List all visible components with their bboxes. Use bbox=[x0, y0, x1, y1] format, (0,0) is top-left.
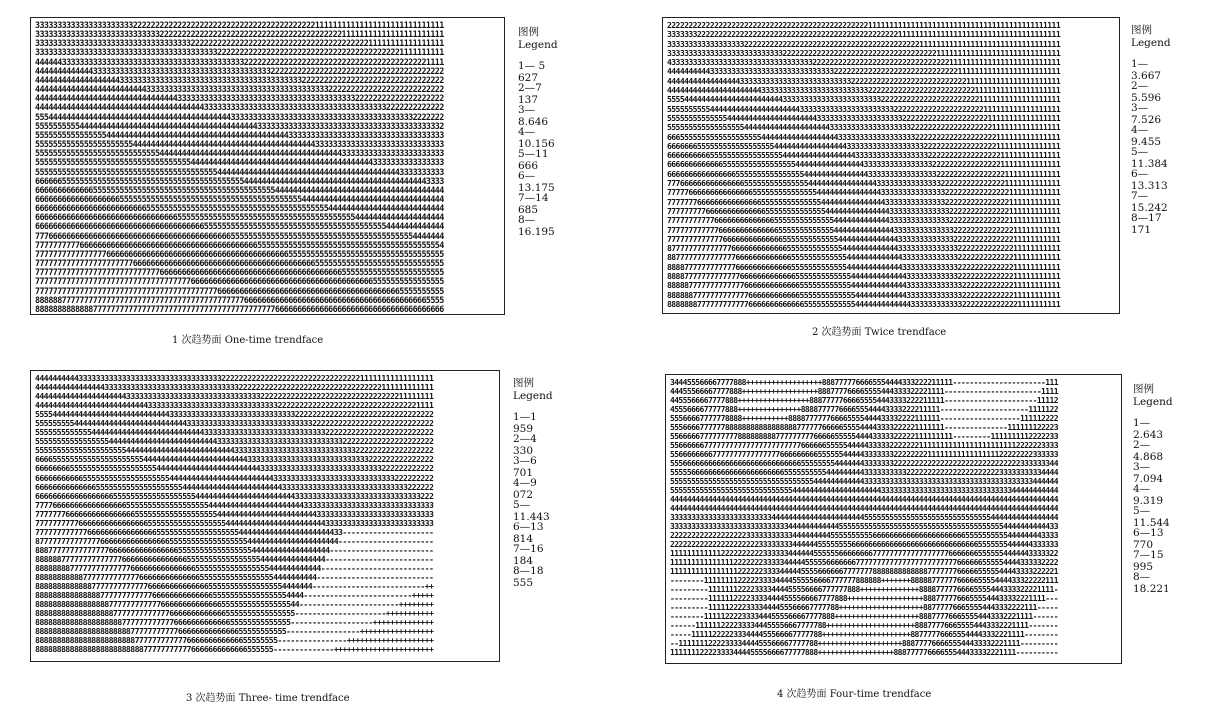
legend-item: 8—16.195 bbox=[518, 214, 555, 238]
trendface-map-4 bbox=[665, 374, 1122, 664]
legend-items bbox=[1133, 417, 1173, 593]
legend-2 bbox=[1131, 22, 1171, 234]
legend-item: 4—9.455 bbox=[1131, 124, 1162, 148]
map-grid-3: 44444444443333333333333333333333333333333332222222222222222222222222222222211111111111111111 44444444444444443333333333333333333333333333333222222222222222222222222222222222111111111111 44444444444444444444433333333333333333333333333333332222222222222222222222222222222211111111 44444444444444444444444444333333333333333333333333333333222222222222222222222222222222221111 55554444444444444444444444444443333333333333333333333333333322222222222222222222222222222222 55555555544444444444444444444444444333333333333333333333333333332222222222222222222222222222 55555555555554444444444444444444444444433333333333333333333333333332222222222222222222222222 55555555555555555444444444444444444444444433333333333333333333333333333222222222222222222222 55555555555555555555544444444444444444444444443333333333333333333333333333222222222222222222 66665555555555555555555554444444444444444444444443333333333333333333333333333222222222222222 66666666555555555555555555554444444444444444444444443333333333333333333333333333222222222222 66666666666555555555555555555554444444444444444444444443333333333333333333333333333222222222 66666666666666555555555555555555554444444444444444444444433333333333333333333333333333222222 66666666666666666655555555555555555554444444444444444444444433333333333333333333333333333222 77776666666666666666655555555555555555554444444444444444444444333333333333333333333333333333 77777776666666666666666555555555555555555544444444444444444444444333333333333333333333333333 77777777776666666666666666555555555555555555444444444444444444444443333333333333333333333333 77777777777766666666666666665555555555555555555444444444444444444444433--------------------- 8777777777777776666666666666666555555555555555555444444444444444444444---------------------- 88877777777777777666666666666666655555555555555555444444444444444444------------------------ 8888887777777777777766666666666666655555555555555555444444444444444------------------------- 888888887777777777777766666666666666655555555555555555444444444444-------------------------- 88888888888777777777777766666666666666555555555555555554444444444--------------------------- 8888888888888777777777777766666666666666555555555555555554444444--------------------------++ 88888888888888877777777777766666666666666555555555555555554444-------------------------+++++ 8888888888888888877777777777766666666666666555555555555555544-----------------------++++++++ 888888888888888888777777777777766666666666665555555555555555---------------------+++++++++++ 88888888888888888888777777777777666666666666655555555555555-------------------++++++++++++++ 8888888888888888888888777777777776666666666666655555555555-----------------+++++++++++++++++ 88888888888888888888888777777777777666666666666655555555----------------++++++++++++++++++++ 8888888888888888888888888777777777776666666666666555555--------------+++++++++++++++++++++++ bbox=[35, 373, 434, 655]
legend-item: 8—18.221 bbox=[1133, 571, 1170, 595]
legend-item: 1—3.667 bbox=[1131, 58, 1162, 82]
legend-item: 5—11.443 bbox=[513, 499, 550, 523]
legend-item: 3—6 701 bbox=[513, 455, 537, 479]
legend-items bbox=[1131, 58, 1171, 234]
legend-item: 2—4.868 bbox=[1133, 439, 1164, 463]
legend-item: 4—9.319 bbox=[1133, 483, 1164, 507]
legend-item: 8—18 555 bbox=[513, 565, 544, 589]
legend-item: 3—8.646 bbox=[518, 104, 549, 128]
legend-item: 2—5.596 bbox=[1131, 80, 1162, 104]
legend-item: 6—13 770 bbox=[1133, 527, 1164, 551]
legend-item: 5—11.384 bbox=[1131, 146, 1168, 170]
caption-3: 3 次趋势面 Three- time trendface bbox=[186, 693, 350, 704]
legend-item: 1—2.643 bbox=[1133, 417, 1164, 441]
caption-1: 1 次趋势面 One-time trendface bbox=[172, 335, 324, 346]
caption-2: 2 次趋势面 Twice trendface bbox=[812, 327, 947, 338]
legend-title: 图例 Legend bbox=[518, 26, 558, 51]
legend-item: 7—16 184 bbox=[513, 543, 544, 567]
map-grid-2: 22222222222222222222222222222222222222222222222111111111111111111111111111111111111111111111 33333332222222222222222222222222222222222222222222222211111111111111111111111111111111111111 33333333333333333322222222222222222222222222222222222222222111111111111111111111111111111111 33333333333333333333333333322222222222222222222222222222222222211111111111111111111111111111 43333333333333333333333333333333332222222222222222222222222222222211111111111111111111111111 44444444443333333333333333333333333333322222222222222222222222222222111111111111111111111111 44444444444444444333333333333333333333333332222222222222222222222222221111111111111111111111 44444444444444444444443333333333333333333333333222222222222222222222222211111111111111111111 55554444444444444444444444433333333333333333333333222222222222222222222221111111111111111111 55555555554444444444444444444443333333333333333333333222222222222222222222111111111111111111 55555555555555444444444444444444444333333333333333333332222222222222222222211111111111111111 55555555555555555544444444444444444444333333333333333333322222222222222222221111111111111111 66655555555555555555554444444444444444443333333333333333332222222222222222222111111111111111 66666665555555555555555554444444444444444433333333333333333322222222222222222111111111111111 66666666665555555555555555544444444444444444333333333333333332222222222222222211111111111111 66666666666665555555555555555544444444444444443333333333333333222222222222222211111111111111 66666666666666665555555555555555444444444444444333333333333333322222222222222221111111111111 77766666666666666655555555555555544444444444444443333333333333332222222222222221111111111111 77777666666666666666555555555555555444444444444444333333333333333222222222222222111111111111 77777776666666666666665555555555555544444444444444433333333333333222222222222222111111111111 77777777766666666666666555555555555554444444444444443333333333333322222222222222111111111111 77777777777666666666666665555555555555544444444444443333333333333322222222222222111111111111 77777777777766666666666666555555555555544444444444444333333333333332222222222222211111111111 77777777777776666666666666655555555555554444444444444433333333333332222222222222211111111111 87777777777777766666666666665555555555555444444444444433333333333333222222222222211111111111 88777777777777776666666666666555555555555544444444444443333333333333222222222222211111111111 88887777777777776666666666666555555555555544444444444443333333333333222222222222211111111111 88887777777777777666666666666655555555555554444444444444333333333333222222222222211111111111 88888777777777777766666666666665555555555554444444444444333333333333322222222222211111111111 88888877777777777776666666666665555555555555444444444444333333333333322222222222211111111111 88888887777777777776666666666666555555555555444444444444433333333333322222222222221111111111 bbox=[667, 20, 1061, 309]
legend-item: 2—7 137 bbox=[518, 82, 542, 106]
trendface-map-1 bbox=[30, 17, 505, 315]
map-grid-1: 33333333333333333333332222222222222222222222222222222222222222211111111111111111111111111111 33333333333333333333333333332222222222222222222222222222222222222222211111111111111111111111 33333333333333333333333333333333333222222222222222222222222222222222222222211111111111111111 33333333333333333333333333333333333333333222222222222222222222222222222222222222221111111111 44444433333333333333333333333333333333333333333222222222222222222222222222222222222222221111 44444444444443333333333333333333333333333333333333333222222222222222222222222222222222222222 44444444444444444443333333333333333333333333333333333333333322222222222222222222222222222222 44444444444444444444444443333333333333333333333333333333333333333322222222222222222222222222 44444444444444444444444444444444333333333333333333333333333333333333333322222222222222222222 44444444444444444444444444444444444444333333333333333333333333333333333333333332222222222222 55544444444444444444444444444444444444444444333333333333333333333333333333333333333332222222 55555555554444444444444444444444444444444444444444333333333333333333333333333333333333333332 55555555555555554444444444444444444444444444444444444444433333333333333333333333333333333333 55555555555555555555554444444444444444444444444444444444444444433333333333333333333333333333 55555555555555555555555555554444444444444444444444444444444444444444433333333333333333333333 55555555555555555555555555555555555444444444444444444444444444444444444444443333333333333333 55555555555555555555555555555555555555555444444444444444444444444444444444444444443333333333 66666655555555555555555555555555555555555555555444444444444444444444444444444444444444443333 66666666666665555555555555555555555555555555555555555544444444444444444444444444444444444444 66666666666666666665555555555555555555555555555555555555555544444444444444444444444444444444 66666666666666666666666665555555555555555555555555555555555555555544444444444444444444444444 66666666666666666666666666666666555555555555555555555555555555555555555544444444444444444444 66666666666666666666666666666666666666555555555555555555555555555555555555555554444444444444 77766666666666666666666666666666666666666666555555555555555555555555555555555555555554444444 77777777776666666666666666666666666666666666666666555555555555555555555555555555555555555554 77777777777777776666666666666666666666666666666666666666655555555555555555555555555555555555 77777777777777777777776666666666666666666666666666666666666666655555555555555555555555555555 77777777777777777777777777776666666666666666666666666666666666666666655555555555555555555555 77777777777777777777777777777777777666666666666666666666666666666666666666665555555555555555 77777777777777777777777777777777777777777666666666666666666666666666666666666666665555555555 88888877777777777777777777777777777777777777777666666666666666666666666666666666666666665555 88888888888887777777777777777777777777777777777777777766666666666666666666666666666666666666 bbox=[35, 20, 444, 314]
legend-item: 6—13.313 bbox=[1131, 168, 1168, 192]
legend-item: 3—7.526 bbox=[1131, 102, 1162, 126]
caption-4: 4 次趋势面 Four-time trendface bbox=[777, 689, 932, 700]
legend-title: 图例 Legend bbox=[513, 377, 553, 402]
legend-item: 6—13.175 bbox=[518, 170, 555, 194]
legend-item: 4—9 072 bbox=[513, 477, 537, 501]
legend-3 bbox=[513, 375, 553, 587]
legend-item: 1—1 959 bbox=[513, 411, 537, 435]
map-grid-4: 344455566667777888++++++++++++++++++8887777766665554444333222211111----------------------111 44455566667777888++++++++++++++++++888777766665555444333322221111-----------------------1111 4455566667777888+++++++++++++++++88877777666655554443333222211111----------------------11112 4555666677777888+++++++++++++++888877777666655544443333222211111---------------------1111122 55566667777778888+++++++++++888877777766665555444433332222111111-------------------111112222 55566667777778888888888888888877777766666555544443333222221111111---------------111111122223 5566666777777777888888888777777777666665555544443333322222111111111---------1111111112222233 55666666777777777777777777777776666665555544444333332222222111111111111111111111112222223333 55666666667777777777777777666666666555555444443333333222222221111111111111111122222222333333 55566666666666666666666666666665555555544444443333333222222222222222222222222222222333333344 55555666666666666666666666655555555554444444443333333333222222222222222222222233333333334444 55555555555555555555555555555555554444444444443333333333333333333333333333333333333333444444 55555555555555555555555555555444444444444444444444333333333333333333333333333333344444444444 44444444444444444444444444444444444444444444444444444444444444444444444444444444444444444444 44444444444444444444444444444444444444444444444444444444444444444444444444444444444444444444 33333333333333333333333344444444444444444444445555555555555555555555555555554444444444444444 33333333333333333333333333334444444444445555555555555555555555555555555555555554444444444433 22222222222222222233333333333444444444555555555566666666666666666666665555555555444444443333 22222222222222222222233333333444444555555556666666666666666666666666666665555555444444333333 11111111111122222222223333334444445555556666666677777777777777777766666665555554444443333322 11111111111111122222223333344444555556666666777777777777777777777777666666555554444333332222 11111111111111112222223333444445555666666777777788888888888887777777666665555544443333222221 --------111111112222233334444555556666777777888888+++++++88888777777666665555444433322222111 ---------111111122223333444455556666777777888++++++++++++++88887777766665555444333322221111- ---------111111222233334444555566667777888++++++++++++++++++88877777666555544433332221111--- ---------1111122223333444455566667777788++++++++++++++++++++887777766655554443332222111----- --------1111122223333444555566667777888++++++++++++++++++++888777766655554443332221111------ ------1111112222333344455556667777788+++++++++++++++++++++888777766655554443332221111------- -----1111122222333444455566667777788+++++++++++++++++++++887777766655544443332221111-------- --111111122223333444455566667777788++++++++++++++++++++8887777666655544433332221111--------- 11111112222333344445555666677777888++++++++++++++++++88877777666655544433332221111---------- bbox=[670, 378, 1058, 657]
legend-items bbox=[518, 60, 558, 236]
legend-4 bbox=[1133, 381, 1173, 593]
legend-item: 2—4 330 bbox=[513, 433, 537, 457]
legend-item: 7—15 995 bbox=[1133, 549, 1164, 573]
trendface-map-2 bbox=[662, 17, 1120, 314]
legend-item: 5—11 666 bbox=[518, 148, 549, 172]
legend-item: 5—11.544 bbox=[1133, 505, 1170, 529]
legend-items bbox=[513, 411, 553, 587]
legend-item: 8—17 171 bbox=[1131, 212, 1162, 236]
legend-title: 图例 Legend bbox=[1133, 383, 1173, 408]
legend-item: 1— 5 627 bbox=[518, 60, 546, 84]
legend-title: 图例 Legend bbox=[1131, 24, 1171, 49]
legend-item: 3—7.094 bbox=[1133, 461, 1164, 485]
trendface-map-3 bbox=[30, 370, 500, 662]
legend-1 bbox=[518, 24, 558, 236]
legend-item: 4—10.156 bbox=[518, 126, 555, 150]
legend-item: 7—15.242 bbox=[1131, 190, 1168, 214]
legend-item: 7—14 685 bbox=[518, 192, 549, 216]
legend-item: 6—13 814 bbox=[513, 521, 544, 545]
